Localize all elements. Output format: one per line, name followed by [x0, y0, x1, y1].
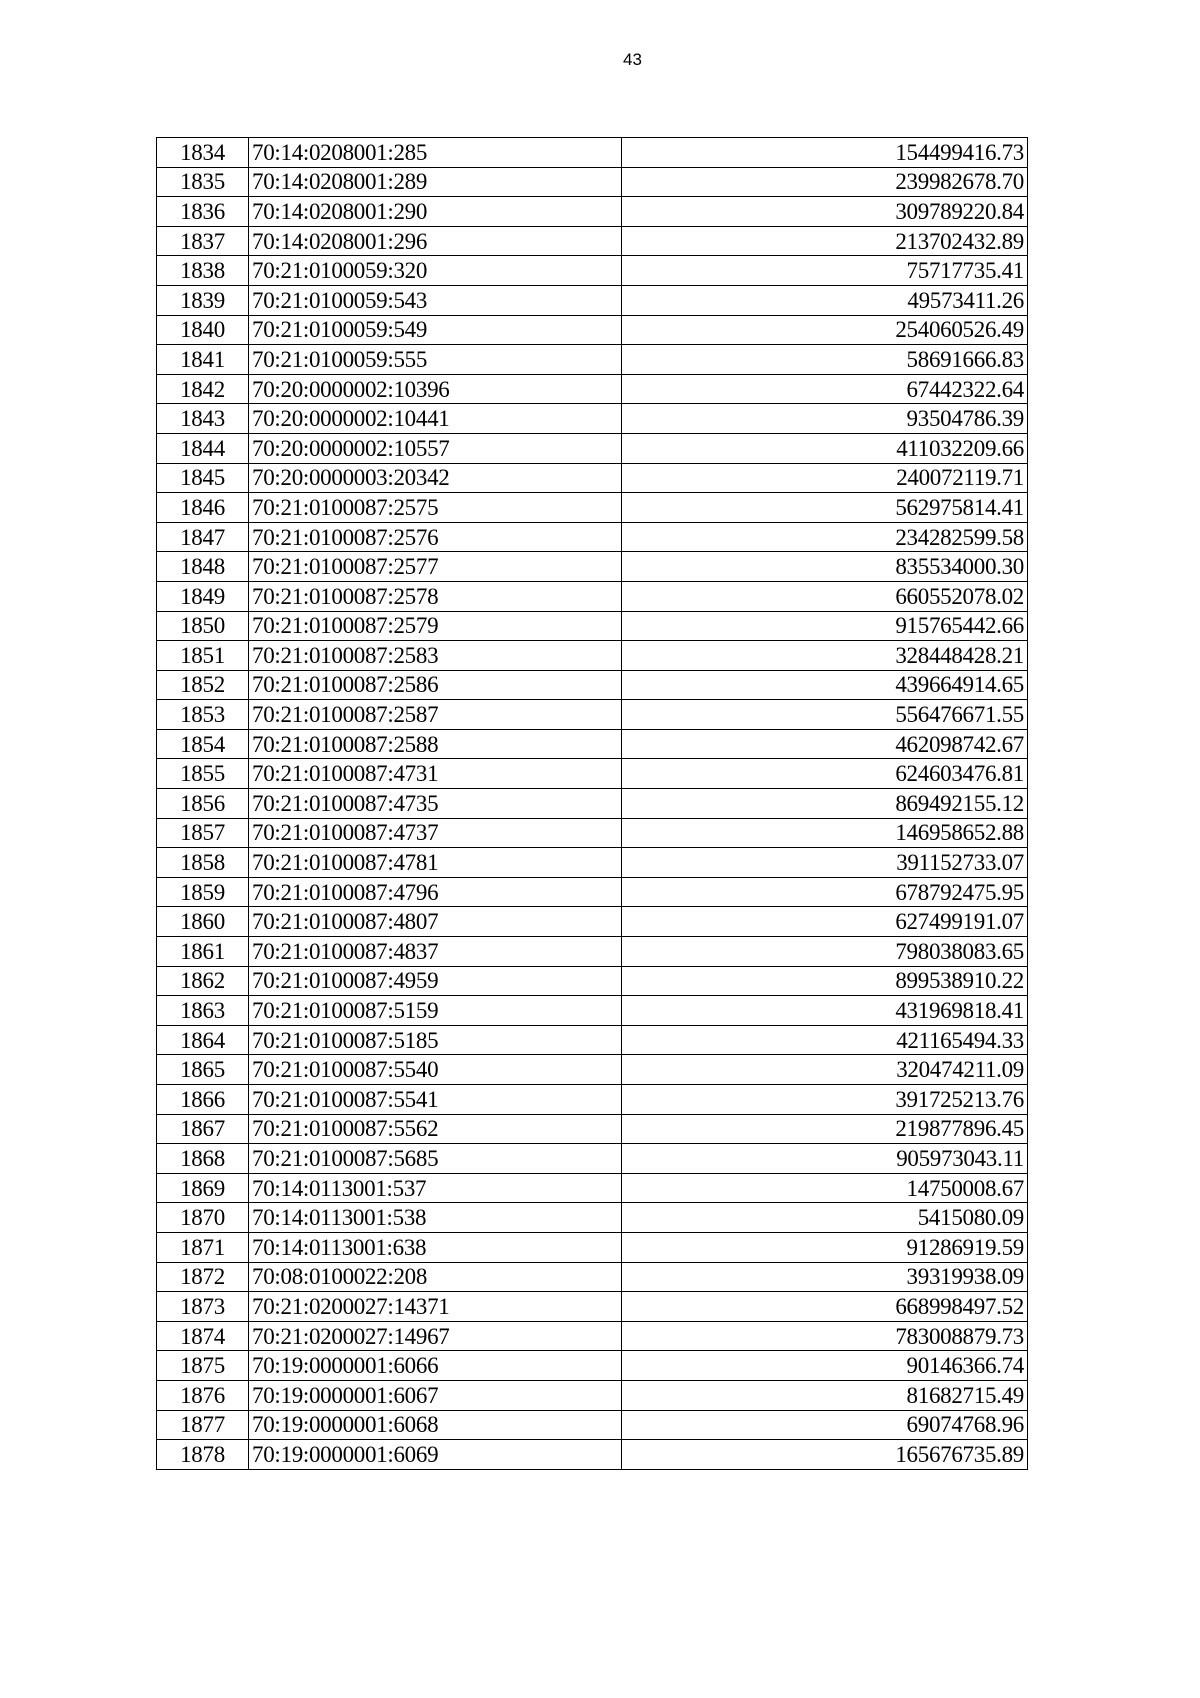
cadastral-number-cell: 70:21:0100087:5541: [249, 1085, 622, 1115]
cadastral-value-cell: 915765442.66: [622, 611, 1028, 641]
table-row: [157, 285, 1028, 315]
table-row: [157, 966, 1028, 996]
cadastral-number-cell: 70:21:0100087:2577: [249, 552, 622, 582]
table-row: [157, 729, 1028, 759]
row-number-cell: 1838: [157, 256, 249, 286]
table-row: [157, 1203, 1028, 1233]
cadastral-value-cell: 556476671.55: [622, 700, 1028, 730]
cadastral-value-cell: 411032209.66: [622, 433, 1028, 463]
cadastral-value-cell: 869492155.12: [622, 789, 1028, 819]
cadastral-number-cell: 70:21:0100087:4807: [249, 907, 622, 937]
row-number-cell: 1854: [157, 729, 249, 759]
row-number-cell: 1858: [157, 848, 249, 878]
cadastral-number-cell: 70:21:0100087:2588: [249, 729, 622, 759]
row-number-cell: 1842: [157, 374, 249, 404]
cadastral-value-cell: 624603476.81: [622, 759, 1028, 789]
table-row: [157, 1025, 1028, 1055]
cadastral-value-cell: 562975814.41: [622, 493, 1028, 523]
row-number-cell: 1868: [157, 1144, 249, 1174]
cadastral-number-cell: 70:08:0100022:208: [249, 1262, 622, 1292]
row-number-cell: 1837: [157, 226, 249, 256]
cadastral-number-cell: 70:19:0000001:6067: [249, 1380, 622, 1410]
row-number-cell: 1855: [157, 759, 249, 789]
row-number-cell: 1862: [157, 966, 249, 996]
cadastral-value-cell: 39319938.09: [622, 1262, 1028, 1292]
cadastral-number-cell: 70:21:0100087:2578: [249, 581, 622, 611]
cadastral-number-cell: 70:20:0000002:10441: [249, 404, 622, 434]
cadastral-value-cell: 14750008.67: [622, 1173, 1028, 1203]
cadastral-value-cell: 90146366.74: [622, 1351, 1028, 1381]
row-number-cell: 1866: [157, 1085, 249, 1115]
row-number-cell: 1857: [157, 818, 249, 848]
cadastral-value-cell: 309789220.84: [622, 197, 1028, 227]
cadastral-number-cell: 70:21:0100087:4781: [249, 848, 622, 878]
table-row: [157, 138, 1028, 168]
cadastral-number-cell: 70:21:0100087:5685: [249, 1144, 622, 1174]
table-row: [157, 167, 1028, 197]
cadastral-number-cell: 70:21:0100087:5540: [249, 1055, 622, 1085]
cadastral-value-cell: 660552078.02: [622, 581, 1028, 611]
table-row: [157, 1262, 1028, 1292]
cadastral-number-cell: 70:19:0000001:6066: [249, 1351, 622, 1381]
table-row: [157, 848, 1028, 878]
table-row: [157, 522, 1028, 552]
row-number-cell: 1843: [157, 404, 249, 434]
row-number-cell: 1850: [157, 611, 249, 641]
row-number-cell: 1869: [157, 1173, 249, 1203]
cadastral-number-cell: 70:19:0000001:6069: [249, 1440, 622, 1470]
cadastral-value-cell: 49573411.26: [622, 285, 1028, 315]
cadastral-value-cell: 234282599.58: [622, 522, 1028, 552]
table-row: [157, 1232, 1028, 1262]
table-row: [157, 197, 1028, 227]
cadastral-number-cell: 70:19:0000001:6068: [249, 1410, 622, 1440]
cadastral-value-cell: 67442322.64: [622, 374, 1028, 404]
cadastral-value-cell: 678792475.95: [622, 877, 1028, 907]
cadastral-number-cell: 70:21:0100087:2579: [249, 611, 622, 641]
row-number-cell: 1853: [157, 700, 249, 730]
row-number-cell: 1835: [157, 167, 249, 197]
cadastral-value-cell: 668998497.52: [622, 1292, 1028, 1322]
cadastral-value-cell: 154499416.73: [622, 138, 1028, 168]
cadastral-number-cell: 70:21:0100087:5159: [249, 996, 622, 1026]
row-number-cell: 1859: [157, 877, 249, 907]
cadastral-number-cell: 70:21:0100087:5185: [249, 1025, 622, 1055]
cadastral-value-cell: 254060526.49: [622, 315, 1028, 345]
row-number-cell: 1836: [157, 197, 249, 227]
cadastral-value-table: [156, 137, 1028, 1470]
row-number-cell: 1872: [157, 1262, 249, 1292]
row-number-cell: 1864: [157, 1025, 249, 1055]
cadastral-value-cell: 439664914.65: [622, 670, 1028, 700]
table-row: [157, 404, 1028, 434]
table-row: [157, 1440, 1028, 1470]
cadastral-number-cell: 70:14:0113001:537: [249, 1173, 622, 1203]
row-number-cell: 1863: [157, 996, 249, 1026]
table-row: [157, 641, 1028, 671]
row-number-cell: 1845: [157, 463, 249, 493]
table-row: [157, 877, 1028, 907]
row-number-cell: 1867: [157, 1114, 249, 1144]
cadastral-value-cell: 58691666.83: [622, 345, 1028, 375]
table-row: [157, 345, 1028, 375]
table-row: [157, 1085, 1028, 1115]
table-row: [157, 818, 1028, 848]
cadastral-number-cell: 70:21:0100087:2586: [249, 670, 622, 700]
table-row: [157, 759, 1028, 789]
row-number-cell: 1875: [157, 1351, 249, 1381]
row-number-cell: 1873: [157, 1292, 249, 1322]
table-row: [157, 463, 1028, 493]
table-row: [157, 1173, 1028, 1203]
cadastral-number-cell: 70:21:0100087:4959: [249, 966, 622, 996]
cadastral-number-cell: 70:21:0100059:549: [249, 315, 622, 345]
cadastral-value-cell: 213702432.89: [622, 226, 1028, 256]
table-row: [157, 1351, 1028, 1381]
row-number-cell: 1852: [157, 670, 249, 700]
cadastral-value-cell: 146958652.88: [622, 818, 1028, 848]
cadastral-number-cell: 70:14:0208001:285: [249, 138, 622, 168]
cadastral-number-cell: 70:21:0100087:4796: [249, 877, 622, 907]
cadastral-value-cell: 783008879.73: [622, 1321, 1028, 1351]
cadastral-value-cell: 69074768.96: [622, 1410, 1028, 1440]
cadastral-number-cell: 70:21:0200027:14967: [249, 1321, 622, 1351]
row-number-cell: 1861: [157, 937, 249, 967]
cadastral-number-cell: 70:21:0100059:555: [249, 345, 622, 375]
cadastral-number-cell: 70:14:0208001:289: [249, 167, 622, 197]
row-number-cell: 1849: [157, 581, 249, 611]
row-number-cell: 1848: [157, 552, 249, 582]
cadastral-value-cell: 835534000.30: [622, 552, 1028, 582]
table-row: [157, 256, 1028, 286]
cadastral-value-cell: 899538910.22: [622, 966, 1028, 996]
cadastral-value-cell: 462098742.67: [622, 729, 1028, 759]
table-row: [157, 1144, 1028, 1174]
table-row: [157, 789, 1028, 819]
row-number-cell: 1871: [157, 1232, 249, 1262]
table-row: [157, 907, 1028, 937]
row-number-cell: 1874: [157, 1321, 249, 1351]
cadastral-number-cell: 70:21:0100087:2575: [249, 493, 622, 523]
row-number-cell: 1856: [157, 789, 249, 819]
table-row: [157, 581, 1028, 611]
cadastral-number-cell: 70:21:0100087:5562: [249, 1114, 622, 1144]
row-number-cell: 1834: [157, 138, 249, 168]
table-row: [157, 493, 1028, 523]
cadastral-value-cell: 81682715.49: [622, 1380, 1028, 1410]
cadastral-value-cell: 5415080.09: [622, 1203, 1028, 1233]
table-row: [157, 670, 1028, 700]
table-row: [157, 433, 1028, 463]
row-number-cell: 1840: [157, 315, 249, 345]
cadastral-number-cell: 70:21:0100087:4737: [249, 818, 622, 848]
cadastral-number-cell: 70:21:0100087:2587: [249, 700, 622, 730]
table-body: [157, 138, 1028, 1470]
table-row: [157, 374, 1028, 404]
table-row: [157, 226, 1028, 256]
cadastral-number-cell: 70:14:0208001:296: [249, 226, 622, 256]
cadastral-number-cell: 70:21:0100087:4837: [249, 937, 622, 967]
cadastral-value-cell: 239982678.70: [622, 167, 1028, 197]
row-number-cell: 1870: [157, 1203, 249, 1233]
cadastral-value-cell: 219877896.45: [622, 1114, 1028, 1144]
cadastral-number-cell: 70:20:0000003:20342: [249, 463, 622, 493]
table-row: [157, 1114, 1028, 1144]
row-number-cell: 1851: [157, 641, 249, 671]
cadastral-number-cell: 70:21:0100087:2576: [249, 522, 622, 552]
page-number: 43: [623, 50, 642, 69]
table-row: [157, 937, 1028, 967]
cadastral-value-cell: 391725213.76: [622, 1085, 1028, 1115]
cadastral-value-cell: 391152733.07: [622, 848, 1028, 878]
cadastral-value-cell: 75717735.41: [622, 256, 1028, 286]
table-row: [157, 611, 1028, 641]
table-row: [157, 700, 1028, 730]
cadastral-value-cell: 328448428.21: [622, 641, 1028, 671]
cadastral-number-cell: 70:14:0113001:538: [249, 1203, 622, 1233]
cadastral-number-cell: 70:20:0000002:10396: [249, 374, 622, 404]
row-number-cell: 1846: [157, 493, 249, 523]
cadastral-number-cell: 70:14:0208001:290: [249, 197, 622, 227]
table-row: [157, 315, 1028, 345]
cadastral-number-cell: 70:21:0100087:2583: [249, 641, 622, 671]
cadastral-value-cell: 627499191.07: [622, 907, 1028, 937]
row-number-cell: 1841: [157, 345, 249, 375]
cadastral-number-cell: 70:21:0100087:4735: [249, 789, 622, 819]
row-number-cell: 1865: [157, 1055, 249, 1085]
table-row: [157, 552, 1028, 582]
table-row: [157, 1321, 1028, 1351]
cadastral-value-cell: 798038083.65: [622, 937, 1028, 967]
table-row: [157, 1292, 1028, 1322]
cadastral-number-cell: 70:21:0100059:320: [249, 256, 622, 286]
table-row: [157, 1380, 1028, 1410]
row-number-cell: 1876: [157, 1380, 249, 1410]
cadastral-number-cell: 70:21:0100087:4731: [249, 759, 622, 789]
row-number-cell: 1878: [157, 1440, 249, 1470]
cadastral-value-cell: 421165494.33: [622, 1025, 1028, 1055]
cadastral-number-cell: 70:20:0000002:10557: [249, 433, 622, 463]
row-number-cell: 1860: [157, 907, 249, 937]
cadastral-value-cell: 93504786.39: [622, 404, 1028, 434]
table-row: [157, 1055, 1028, 1085]
row-number-cell: 1847: [157, 522, 249, 552]
cadastral-value-cell: 91286919.59: [622, 1232, 1028, 1262]
cadastral-number-cell: 70:14:0113001:638: [249, 1232, 622, 1262]
table-row: [157, 1410, 1028, 1440]
row-number-cell: 1877: [157, 1410, 249, 1440]
cadastral-value-cell: 240072119.71: [622, 463, 1028, 493]
cadastral-value-cell: 165676735.89: [622, 1440, 1028, 1470]
cadastral-value-cell: 905973043.11: [622, 1144, 1028, 1174]
cadastral-number-cell: 70:21:0200027:14371: [249, 1292, 622, 1322]
cadastral-value-cell: 431969818.41: [622, 996, 1028, 1026]
row-number-cell: 1844: [157, 433, 249, 463]
row-number-cell: 1839: [157, 285, 249, 315]
cadastral-number-cell: 70:21:0100059:543: [249, 285, 622, 315]
table-row: [157, 996, 1028, 1026]
cadastral-value-cell: 320474211.09: [622, 1055, 1028, 1085]
